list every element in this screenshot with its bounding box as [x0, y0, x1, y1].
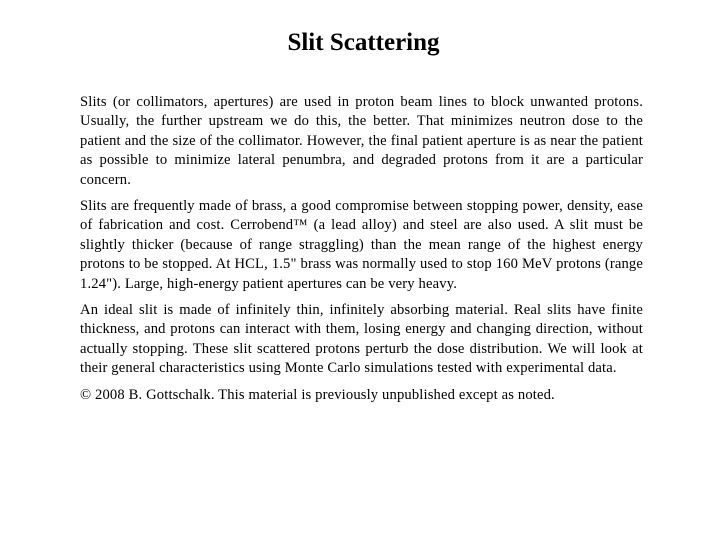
copyright-notice: © 2008 B. Gottschalk. This material is previously unpublished except as noted. [80, 386, 555, 403]
paragraph-slit-materials: Slits are frequently made of brass, a good compromise between stopping power, density, ease of fabrication and cost. Cerrobend™ (a lead alloy) and steel are also used. A slit must be slightly thicker (because of range straggling) than the mean range of the highest energy protons to be stopped. At HCL, 1.5" brass was normally used to stop 160 MeV protons (range 1.24"). Large, high-energy patient apertures can be very heavy. [80, 198, 643, 292]
paragraph-ideal-slit: An ideal slit is made of infinitely thin, infinitely absorbing material. Real slits have finite thickness, and protons can interact with them, losing energy and changing direction, without actually stopping. These slit scattered protons perturb the dose distribution. We will look at their general characteristics using Monte Carlo simulations tested with experimental data. [80, 302, 643, 377]
slide-title: Slit Scattering [287, 29, 440, 56]
slide-body [80, 93, 643, 412]
paragraph-slit-purpose: Slits (or collimators, apertures) are used in proton beam lines to block unwanted protons. Usually, the further upstream we do this, the better. That minimizes neutron dose to the patient and the size of the collimator. However, the final patient aperture is as near the patient as possible to minimize lateral penumbra, and degraded protons from it are a particular concern. [80, 94, 643, 188]
